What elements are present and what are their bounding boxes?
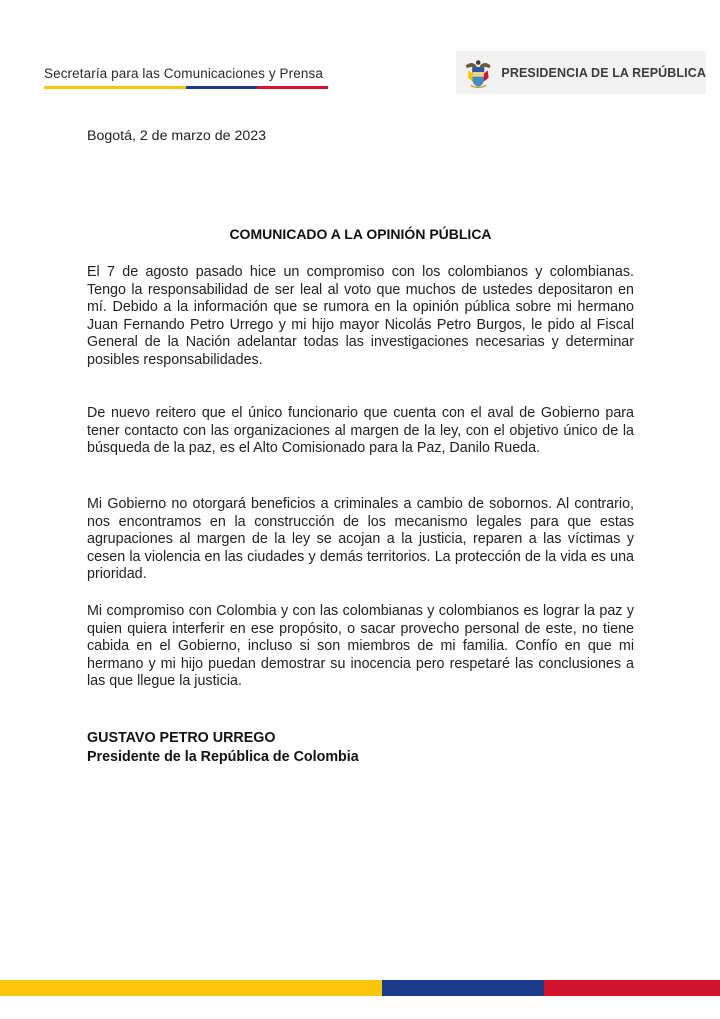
signature-name: GUSTAVO PETRO URREGO <box>87 730 276 746</box>
office-name: Secretaría para las Comunicaciones y Prensa <box>44 66 323 81</box>
paragraph-3: Mi Gobierno no otorgará beneficios a criminales a cambio de sobornos. Al contrario, nos encontramos en la construcción de los mecanismo legales para que estas agrupaciones al margen de la ley se acojan a la justicia, reparen a las víctimas y cesen la violencia en las ciudades y demás territorios. La protección de la vida es una prioridad. <box>87 496 634 583</box>
paragraph-2: De nuevo reitero que el único funcionario que cuenta con el aval de Gobierno para tener contacto con las organizaciones al margen de la ley, con el objetivo único de la búsqueda de la paz, es el Alto Comisionado para la Paz, Danilo Rueda. <box>87 405 634 457</box>
signature-role: Presidente de la República de Colombia <box>87 749 359 765</box>
office-header <box>44 66 328 89</box>
footer-tricolor-bar <box>0 980 720 996</box>
footer-red-stripe <box>544 980 720 996</box>
presidency-header <box>456 51 706 94</box>
footer-yellow-stripe <box>0 980 382 996</box>
paragraph-4: Mi compromiso con Colombia y con las colombianas y colombianos es lograr la paz y quien quiera interferir en ese propósito, o sacar provecho personal de este, no tiene cabida en el Gobierno, incluso si son miembros de mi familia. Confío en que mi hermano y mi hijo puedan demostrar su inocencia pero respetaré las conclusiones a las que llegue la justicia. <box>87 603 634 690</box>
footer-blue-stripe <box>382 980 544 996</box>
presidency-label: PRESIDENCIA DE LA REPÚBLICA <box>501 65 706 80</box>
tricolor-red <box>257 86 328 89</box>
paragraph-1: El 7 de agosto pasado hice un compromiso con los colombianos y colombianas. Tengo la responsabilidad de ser leal al voto que muchos de ustedes depositaron en mí. Debido a la información que se rumora en la opinión pública sobre mi hermano Juan Fernando Petro Urrego y mi hijo mayor Nicolás Petro Burgos, le pido al Fiscal General de la Nación adelantar todas las investigaciones necesarias y determinar posibles responsabilidades. <box>87 264 634 368</box>
date-line: Bogotá, 2 de marzo de 2023 <box>87 128 267 144</box>
colombia-coat-of-arms-icon <box>464 56 492 90</box>
header-tricolor-line <box>44 86 328 89</box>
tricolor-yellow <box>44 86 186 89</box>
communique-title: COMUNICADO A LA OPINIÓN PÚBLICA <box>229 226 492 242</box>
tricolor-blue <box>186 86 257 89</box>
